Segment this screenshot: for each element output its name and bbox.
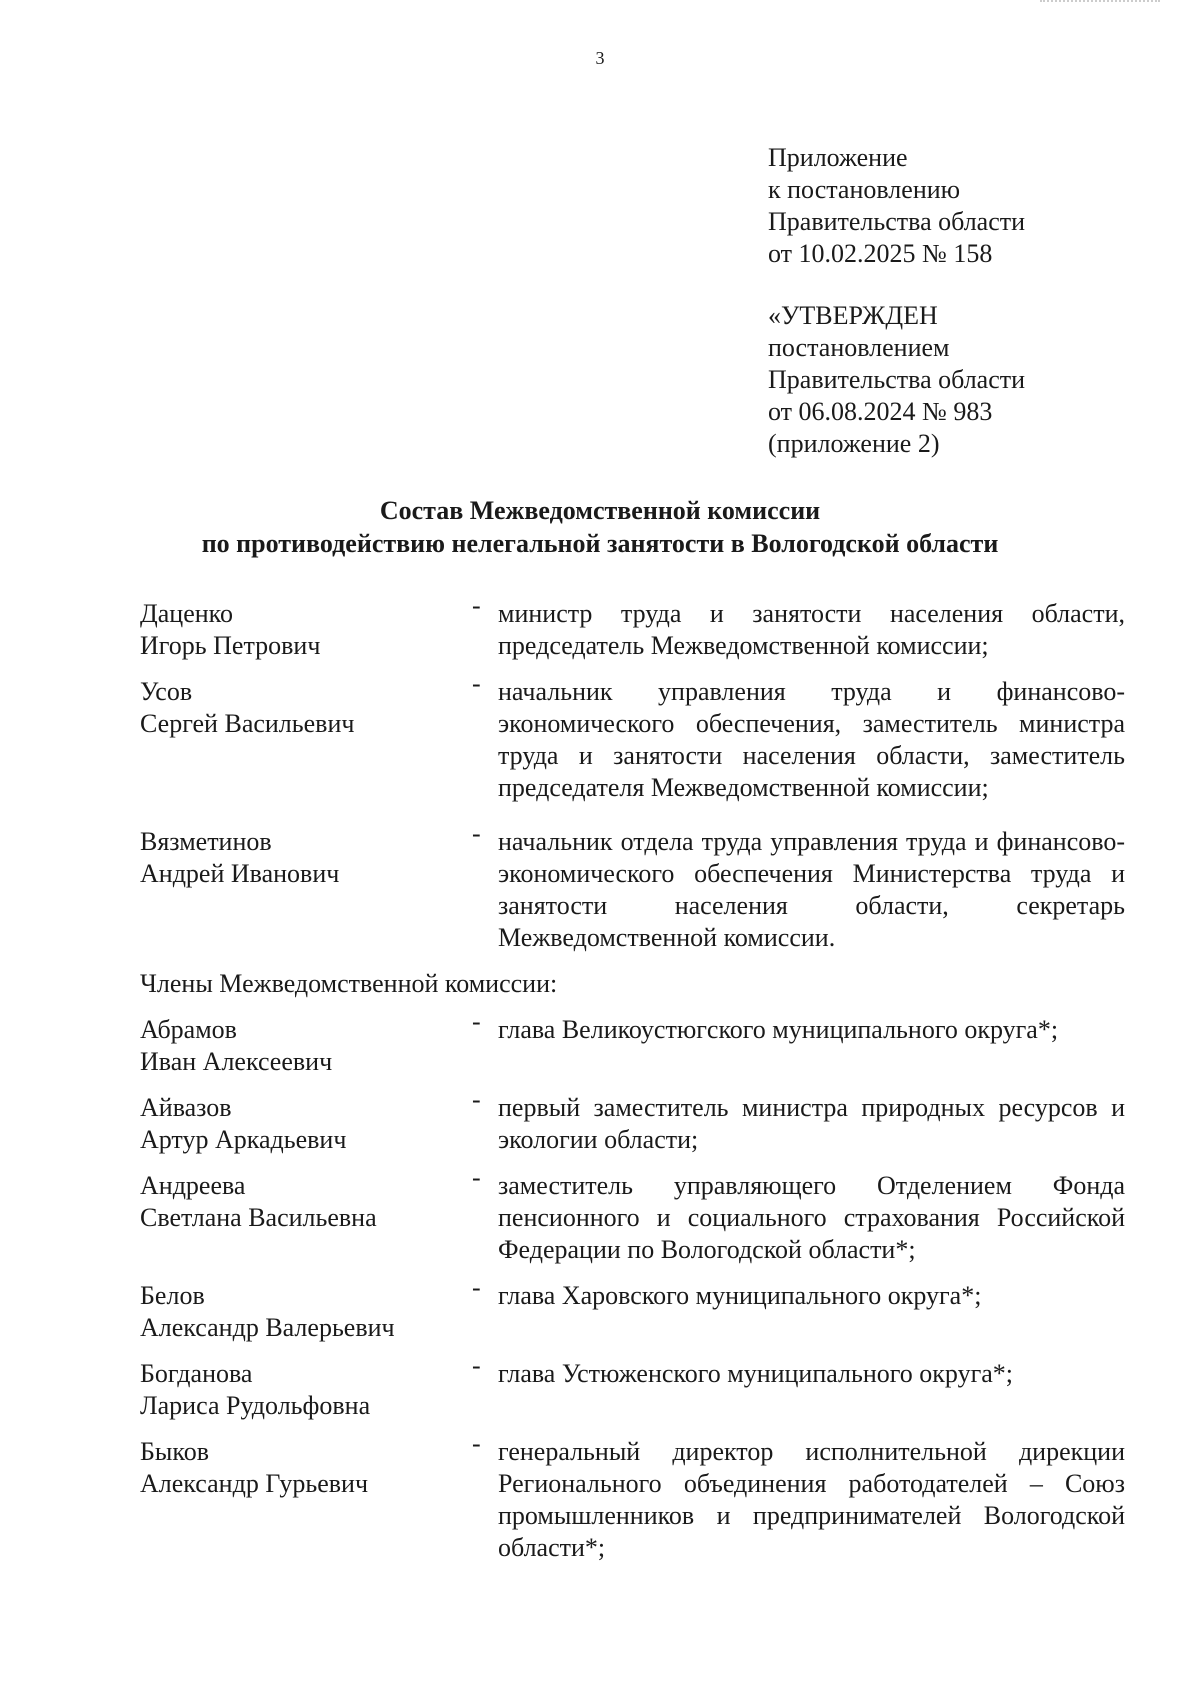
approval-reference: [768, 300, 1025, 460]
title-line-1: Состав Межведомственной комиссии: [379, 496, 821, 525]
member-entry-aivazov: [140, 1085, 1125, 1156]
dash-separator: -: [472, 1007, 481, 1036]
member-name: [140, 1170, 470, 1234]
dash-separator: -: [472, 1351, 481, 1380]
appendix-line: Приложение: [768, 143, 908, 172]
title-line-2: по противодействию нелегальной занятости в Вологодской области: [201, 529, 999, 558]
dash-separator: -: [472, 1163, 481, 1192]
member-name: [140, 826, 470, 890]
member-entry-bogdanova: [140, 1351, 1125, 1422]
member-surname: Вязметинов: [140, 827, 272, 856]
member-role: заместитель управляющего Отделением Фонда пенсионного и социального страхования Российской Федерации по Вологодской области*;: [498, 1171, 1125, 1264]
member-role: начальник управления труда и финансово-экономического обеспечения, заместитель министра труда и занятости населения области, заместитель председателя Межведомственной комиссии;: [498, 677, 1125, 802]
member-surname: Усов: [140, 677, 193, 706]
page-number: 3: [595, 48, 605, 68]
member-role: глава Харовского муниципального округа*;: [498, 1281, 982, 1310]
member-surname: Быков: [140, 1437, 209, 1466]
approval-line: постановлением: [768, 333, 950, 362]
member-name: [140, 1436, 470, 1500]
appendix-line: от 10.02.2025 № 158: [768, 239, 993, 268]
appendix-line: к постановлению: [768, 175, 961, 204]
dash-separator: -: [472, 1429, 481, 1458]
member-role: генеральный директор исполнительной дирекции Регионального объединения работодателей – Союз промышленников и предпринимателей Вологодской области*;: [498, 1437, 1125, 1562]
member-entry-usov: [140, 669, 1125, 804]
approval-line: Правительства области: [768, 365, 1026, 394]
member-name: [140, 1092, 470, 1156]
member-surname: Айвазов: [140, 1093, 232, 1122]
member-given-names: Игорь Петрович: [140, 631, 321, 660]
dash-separator: -: [472, 1273, 481, 1302]
document-title: [0, 494, 1200, 560]
member-name: [140, 1280, 470, 1344]
member-given-names: Лариса Рудольфовна: [140, 1391, 371, 1420]
appendix-reference: [768, 142, 1025, 270]
commission-composition: [140, 591, 1125, 1564]
member-surname: Даценко: [140, 599, 233, 628]
members-heading: Члены Межведомственной комиссии:: [140, 969, 558, 998]
approval-line: от 06.08.2024 № 983: [768, 397, 993, 426]
member-entry-abramov: [140, 1007, 1125, 1078]
member-entry-datsenko: [140, 591, 1125, 662]
dash-separator: -: [472, 591, 481, 620]
member-entry-vyazmetinov: [140, 819, 1125, 954]
member-name: [140, 1358, 470, 1422]
member-surname: Белов: [140, 1281, 205, 1310]
member-role: глава Великоустюгского муниципального округа*;: [498, 1015, 1059, 1044]
member-role: министр труда и занятости населения области, председатель Межведомственной комиссии;: [498, 599, 1125, 660]
member-surname: Абрамов: [140, 1015, 237, 1044]
member-entry-andreeva: [140, 1163, 1125, 1266]
member-surname: Андреева: [140, 1171, 246, 1200]
approval-line: «УТВЕРЖДЕН: [768, 301, 938, 330]
member-given-names: Александр Гурьевич: [140, 1469, 369, 1498]
member-name: [140, 1014, 470, 1078]
member-entry-bykov: [140, 1429, 1125, 1564]
dash-separator: -: [472, 669, 481, 698]
member-role: первый заместитель министра природных ресурсов и экологии области;: [498, 1093, 1125, 1154]
member-entry-belov: [140, 1273, 1125, 1344]
member-given-names: Андрей Иванович: [140, 859, 340, 888]
approval-line: (приложение 2): [768, 429, 940, 458]
member-given-names: Иван Алексеевич: [140, 1047, 333, 1076]
dash-separator: -: [472, 819, 481, 848]
member-role: начальник отдела труда управления труда и финансово-экономического обеспечения Министерства труда и занятости населения области, секретарь Межведомственной комиссии.: [498, 827, 1125, 952]
member-role: глава Устюженского муниципального округа*;: [498, 1359, 1014, 1388]
member-given-names: Светлана Васильевна: [140, 1203, 377, 1232]
scan-edge-mark: [1040, 0, 1160, 10]
dash-separator: -: [472, 1085, 481, 1114]
member-name: [140, 598, 470, 662]
member-given-names: Сергей Васильевич: [140, 709, 355, 738]
member-given-names: Артур Аркадьевич: [140, 1125, 347, 1154]
appendix-line: Правительства области: [768, 207, 1026, 236]
member-name: [140, 676, 470, 740]
member-given-names: Александр Валерьевич: [140, 1313, 395, 1342]
member-surname: Богданова: [140, 1359, 253, 1388]
